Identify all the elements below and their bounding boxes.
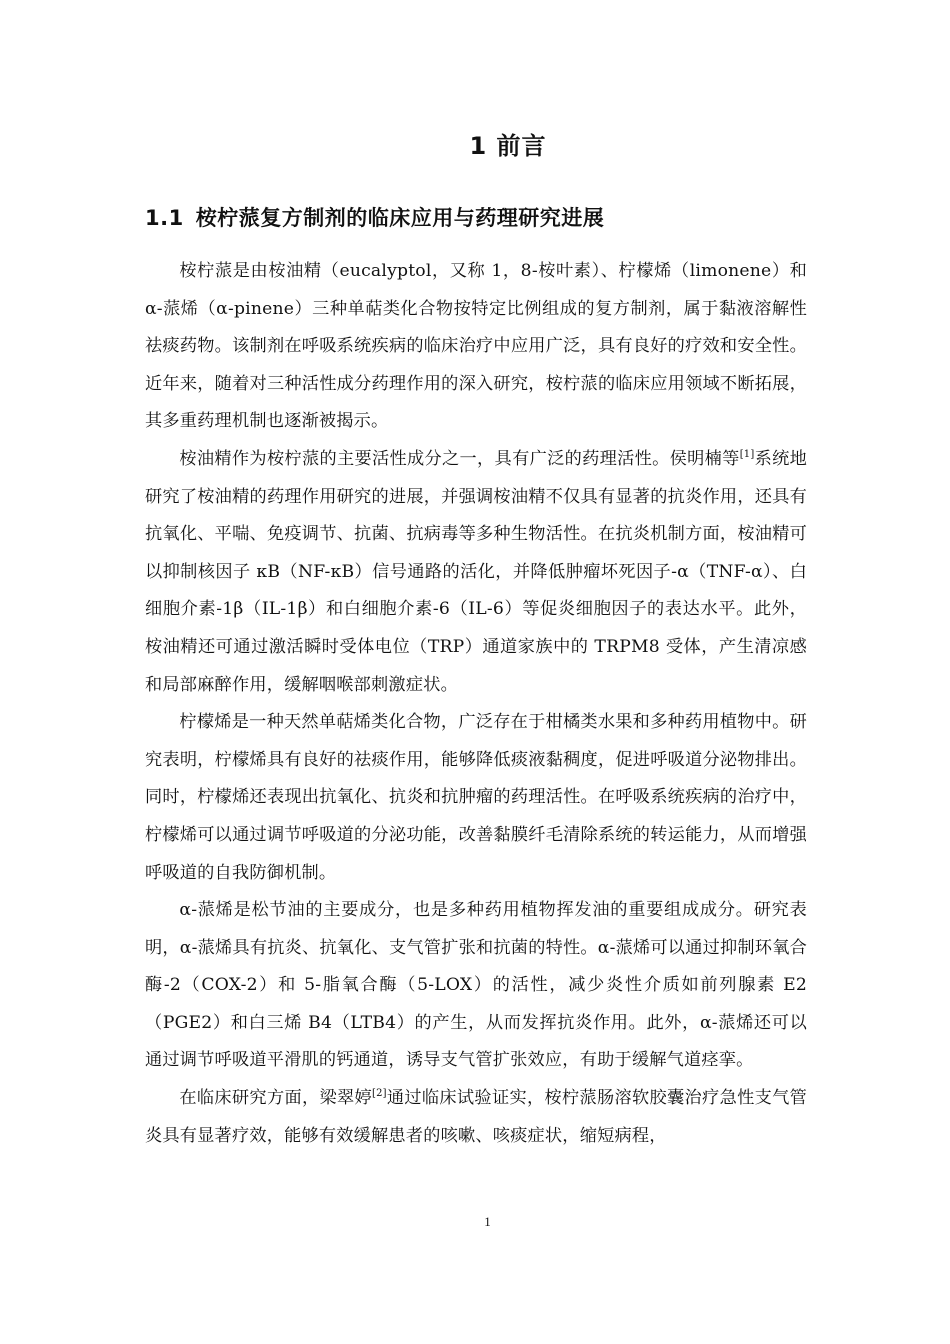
paragraph-limonene: 柠檬烯是一种天然单萜烯类化合物，广泛存在于柑橘类水果和多种药用植物中。研究表明，柠檬烯具有良好的祛痰作用，能够降低痰液黏稠度，促进呼吸道分泌物排出。同时，柠檬烯还表现出抗氧化、抗炎和抗肿瘤的药理活性。在呼吸系统疾病的治疗中，柠檬烯可以通过调节呼吸道的分泌功能，改善黏膜纤毛清除系统的转运能力，从而增强呼吸道的自我防御机制。 — [145, 712, 807, 883]
body-text — [145, 253, 807, 1155]
paragraph-intro: 桉柠蒎是由桉油精（eucalyptol，又称 1，8-桉叶素）、柠檬烯（limonene）和 α-蒎烯（α-pinene）三种单萜类化合物按特定比例组成的复方制剂，属于黏液溶解性祛痰药物。该制剂在呼吸系统疾病的临床治疗中应用广泛，具有良好的疗效和安全性。近年来，随着对三种活性成分药理作用的深入研究，桉柠蒎的临床应用领域不断拓展，其多重药理机制也逐渐被揭示。 — [145, 261, 807, 432]
paragraph-text: 在临床研究方面，梁翠婷 — [179, 1088, 372, 1109]
paragraph-clinical — [145, 1080, 807, 1155]
paragraph-text: 通过临床试验证实，桉柠蒎肠溶软胶囊治疗急性支气管炎具有显著疗效，能够有效缓解患者的咳嗽、咳痰症状，缩短病程， — [145, 1088, 807, 1146]
paragraph-text: 系统地研究了桉油精的药理作用研究的进展，并强调桉油精不仅具有显著的抗炎作用，还具有抗氧化、平喘、免疫调节、抗菌、抗病毒等多种生物活性。在抗炎机制方面，桉油精可以抑制核因子 κB（NF-κB）信号通路的活化，并降低肿瘤坏死因子-α（TNF-α）、白细胞介素-1β（IL-1β）和白细胞介素-6（IL-6）等促炎细胞因子的表达水平。此外，桉油精还可通过激活瞬时受体电位（TRP）通道家族中的 TRPM8 受体，产生清凉感和局部麻醉作用，缓解咽喉部刺激症状。 — [145, 448, 807, 695]
paragraph-pinene: α-蒎烯是松节油的主要成分，也是多种药用植物挥发油的重要组成成分。研究表明，α-蒎烯具有抗炎、抗氧化、支气管扩张和抗菌的特性。α-蒎烯可以通过抑制环氧合酶-2（COX-2）和 5-脂氧合酶（5-LOX）的活性，减少炎性介质如前列腺素 E2（PGE2）和白三烯 B4（LTB4）的产生，从而发挥抗炎作用。此外，α-蒎烯还可以通过调节呼吸道平滑肌的钙通道，诱导支气管扩张效应，有助于缓解气道痉挛。 — [145, 900, 807, 1071]
page-number: 1 — [484, 1214, 491, 1229]
citation-ref: [1] — [739, 448, 755, 460]
paragraph-eucalyptol — [145, 441, 807, 704]
citation-ref: [2] — [372, 1088, 387, 1100]
section-number: 1.1 — [145, 206, 184, 230]
section-heading — [145, 202, 604, 232]
paragraph-text: 桉油精作为桉柠蒎的主要活性成分之一，具有广泛的药理活性。侯明楠等 — [179, 448, 740, 469]
section-title: 桉柠蒎复方制剂的临床应用与药理研究进展 — [195, 206, 605, 230]
chapter-title: 1 前言 — [469, 132, 547, 160]
